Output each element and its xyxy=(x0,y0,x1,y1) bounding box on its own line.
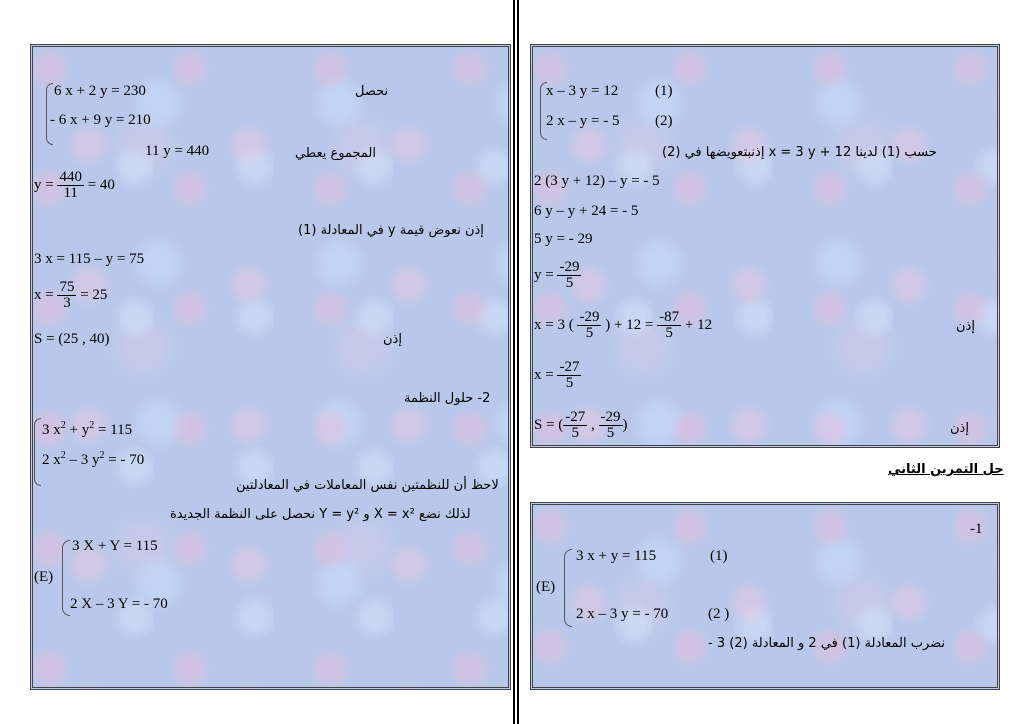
equation-line: 6 x + 2 y = 230 xyxy=(54,83,146,99)
equation-number: (1) xyxy=(655,83,673,99)
equation-text: x = xyxy=(534,366,554,383)
equation-line: 2 (3 y + 12) – y = - 5 xyxy=(534,173,660,189)
left-solution-panel xyxy=(30,44,511,690)
equation-line: x – 3 y = 12 xyxy=(546,83,619,99)
equation-number: (1) xyxy=(710,548,728,564)
equation-line: 6 y – y + 24 = - 5 xyxy=(534,203,639,219)
term: 3 x xyxy=(42,422,61,438)
fraction-equation xyxy=(34,170,115,201)
equation-line: 2 x – y = - 5 xyxy=(546,113,620,129)
exponent: 2 xyxy=(60,450,66,461)
arabic-text: إذن xyxy=(950,421,969,436)
page-divider xyxy=(513,0,519,724)
denominator: 11 xyxy=(63,185,78,201)
equation-text: = 40 xyxy=(87,176,115,193)
system-label: (E) xyxy=(34,569,54,585)
equation-number: (2 ) xyxy=(708,606,730,622)
term: + y xyxy=(65,422,90,438)
system-brace xyxy=(34,418,41,486)
equation-text: = 25 xyxy=(80,286,108,303)
arabic-text: حسب (1) لدينا x = 3 y + 12 إذنبتعويضها في (2) xyxy=(662,145,937,160)
equation-line: 2 x – 3 y = - 70 xyxy=(576,606,669,622)
equation-number: (2) xyxy=(655,113,673,129)
term: = - 70 xyxy=(104,452,145,468)
fraction xyxy=(557,260,581,291)
equation-text: + 12 xyxy=(684,316,713,333)
equation-text: y = xyxy=(534,266,554,283)
equation-line: 3 X + Y = 115 xyxy=(72,538,158,554)
equation-text: S = ( xyxy=(534,416,564,433)
system-brace xyxy=(62,540,70,616)
term: – 3 y xyxy=(65,452,100,468)
equation-text: y = xyxy=(34,176,54,193)
denominator: 5 xyxy=(565,275,574,291)
system-brace xyxy=(564,549,572,627)
numerator: -29 xyxy=(600,409,621,425)
denominator: 5 xyxy=(571,425,580,441)
fraction xyxy=(657,310,681,341)
equation-line: 11 y = 440 xyxy=(145,143,210,159)
system-label: (E) xyxy=(536,579,556,595)
arabic-text: إذن xyxy=(956,319,975,334)
denominator: 5 xyxy=(565,375,574,391)
arabic-text: إذن xyxy=(383,332,402,347)
arabic-text: إذن نعوض قيمة y في المعادلة (1) xyxy=(298,223,484,238)
numerator: 75 xyxy=(59,279,75,295)
denominator: 5 xyxy=(606,425,615,441)
fraction xyxy=(563,410,587,441)
fraction-equation xyxy=(534,260,581,291)
fraction xyxy=(57,280,76,311)
fraction xyxy=(599,410,623,441)
equation-line: 2 X – 3 Y = - 70 xyxy=(70,596,168,612)
term: 2 x xyxy=(42,452,61,468)
equation-text: ) xyxy=(622,416,628,433)
denominator: 5 xyxy=(665,325,673,341)
equation-line xyxy=(42,447,144,469)
exponent: 2 xyxy=(60,420,66,431)
term: = 115 xyxy=(94,422,133,438)
denominator: 3 xyxy=(63,295,71,311)
equation-text: , xyxy=(591,416,595,433)
right-solution-panel xyxy=(530,44,1000,448)
equation-line: 3 x + y = 115 xyxy=(576,548,657,564)
arabic-text: المجموع يعطي xyxy=(295,146,376,161)
arabic-text: لاحظ أن للنظمتين نفس المعاملات في المعادلتين xyxy=(236,478,499,493)
arabic-text: نحصل xyxy=(355,84,389,99)
fraction xyxy=(577,310,601,341)
numerator: -29 xyxy=(579,309,600,325)
numerator: -27 xyxy=(565,409,586,425)
fraction xyxy=(57,170,84,201)
solution-set: S = (25 , 40) xyxy=(34,331,110,347)
numerator: -29 xyxy=(559,259,580,275)
arabic-text: لذلك نضع X = x² و Y = y² نحصل على النظمة الجديدة xyxy=(170,507,471,522)
equation-line: 5 y = - 29 xyxy=(534,231,593,247)
numerator: -27 xyxy=(559,359,580,375)
numerator: 440 xyxy=(59,169,82,185)
exercise-two-panel xyxy=(530,502,1000,690)
exponent: 2 xyxy=(89,420,95,431)
numerator: -87 xyxy=(659,309,680,325)
solution-set xyxy=(534,410,628,441)
equation-text: ) + 12 = xyxy=(605,316,654,333)
section-title: 2- حلول النظمة xyxy=(404,391,491,406)
equation-line: - 6 x + 9 y = 210 xyxy=(50,112,151,128)
exponent: 2 xyxy=(99,450,105,461)
equation-text: x = xyxy=(34,286,54,303)
fraction-equation xyxy=(534,360,581,391)
equation-line: 3 x = 115 – y = 75 xyxy=(34,251,145,267)
denominator: 5 xyxy=(585,325,594,341)
equation-line xyxy=(42,417,132,439)
equation-text: x = 3 ( xyxy=(534,316,574,333)
fraction xyxy=(557,360,581,391)
fraction-equation xyxy=(534,310,712,341)
item-number: -1 xyxy=(970,521,983,537)
arabic-text: نضرب المعادلة (1) في 2 و المعادلة (2) 3 - xyxy=(708,636,946,651)
exercise-heading: حل التمرين الثاني xyxy=(888,462,1004,477)
fraction-equation xyxy=(34,280,107,311)
